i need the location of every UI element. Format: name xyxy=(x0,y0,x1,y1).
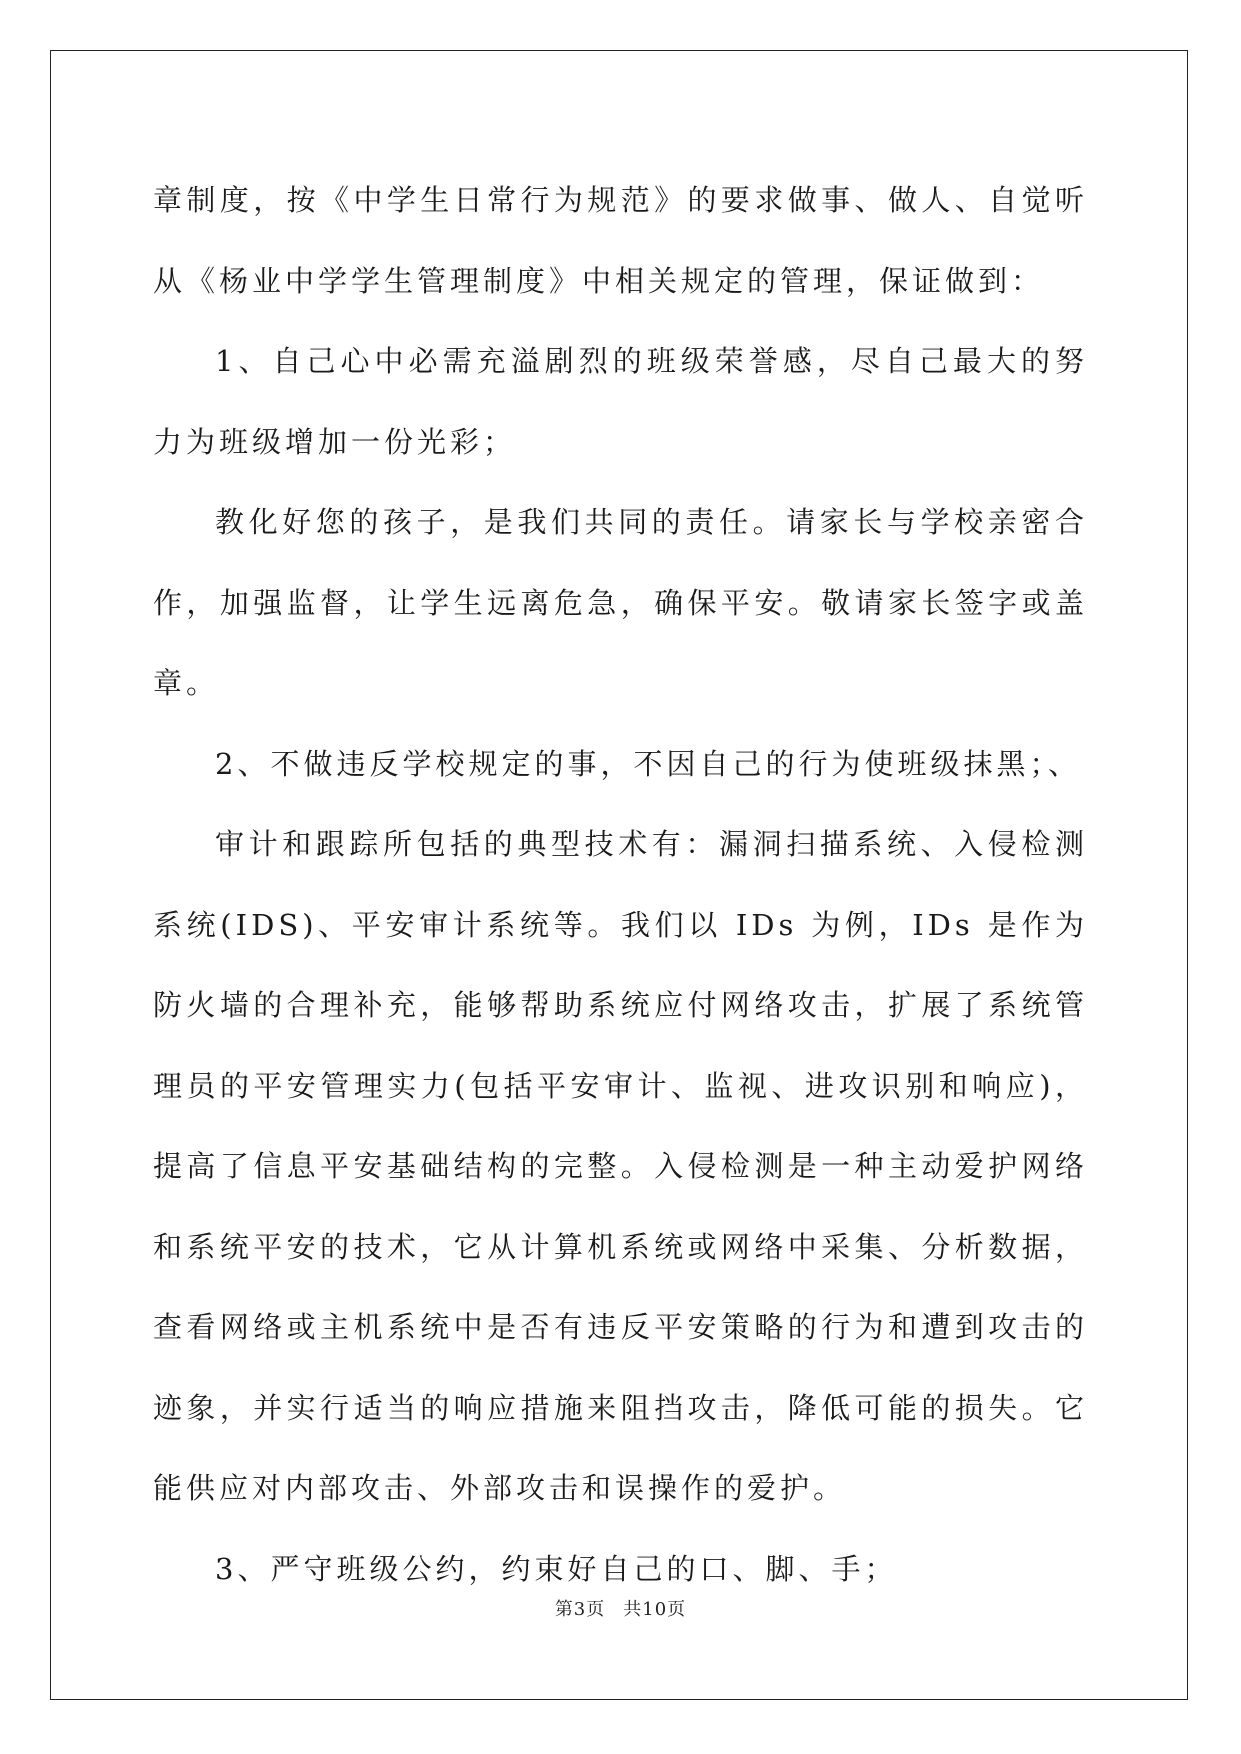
paragraph-1: 章制度，按《中学生日常行为规范》的要求做事、做人、自觉听从《杨业中学学生管理制度》中相关规定的管理，保证做到： xyxy=(153,183,1088,298)
paragraph-2: 1、自己心中必需充溢剧烈的班级荣誉感，尽自己最大的努力为班级增加一份光彩； xyxy=(153,344,1088,459)
paragraph-6: 3、严守班级公约，约束好自己的口、脚、手； xyxy=(215,1551,898,1586)
page-total: 共10页 xyxy=(623,1599,687,1620)
paragraph-4: 2、不做违反学校规定的事，不因自己的行为使班级抹黑；、 xyxy=(215,746,1081,781)
document-body xyxy=(153,160,1088,1609)
page-footer xyxy=(0,1595,1241,1621)
page-number: 第3页 xyxy=(554,1599,606,1620)
paragraph-3: 教化好您的孩子，是我们共同的责任。请家长与学校亲密合作，加强监督，让学生远离危急，确保平安。敬请家长签字或盖章。 xyxy=(153,505,1088,700)
paragraph-5: 审计和跟踪所包括的典型技术有：漏洞扫描系统、入侵检测系统(IDS)、平安审计系统等。我们以 IDs 为例，IDs 是作为防火墙的合理补充，能够帮助系统应付网络攻击，扩展了系统管理员的平安管理实力(包括平安审计、监视、进攻识别和响应)，提高了信息平安基础结构的完整。入侵检测是一种主动爱护网络和系统平安的技术，它从计算机系统或网络中采集、分析数据，查看网络或主机系统中是否有违反平安策略的行为和遭到攻击的迹象，并实行适当的响应措施来阻挡攻击，降低可能的损失。它能供应对内部攻击、外部攻击和误操作的爱护。 xyxy=(153,827,1088,1505)
